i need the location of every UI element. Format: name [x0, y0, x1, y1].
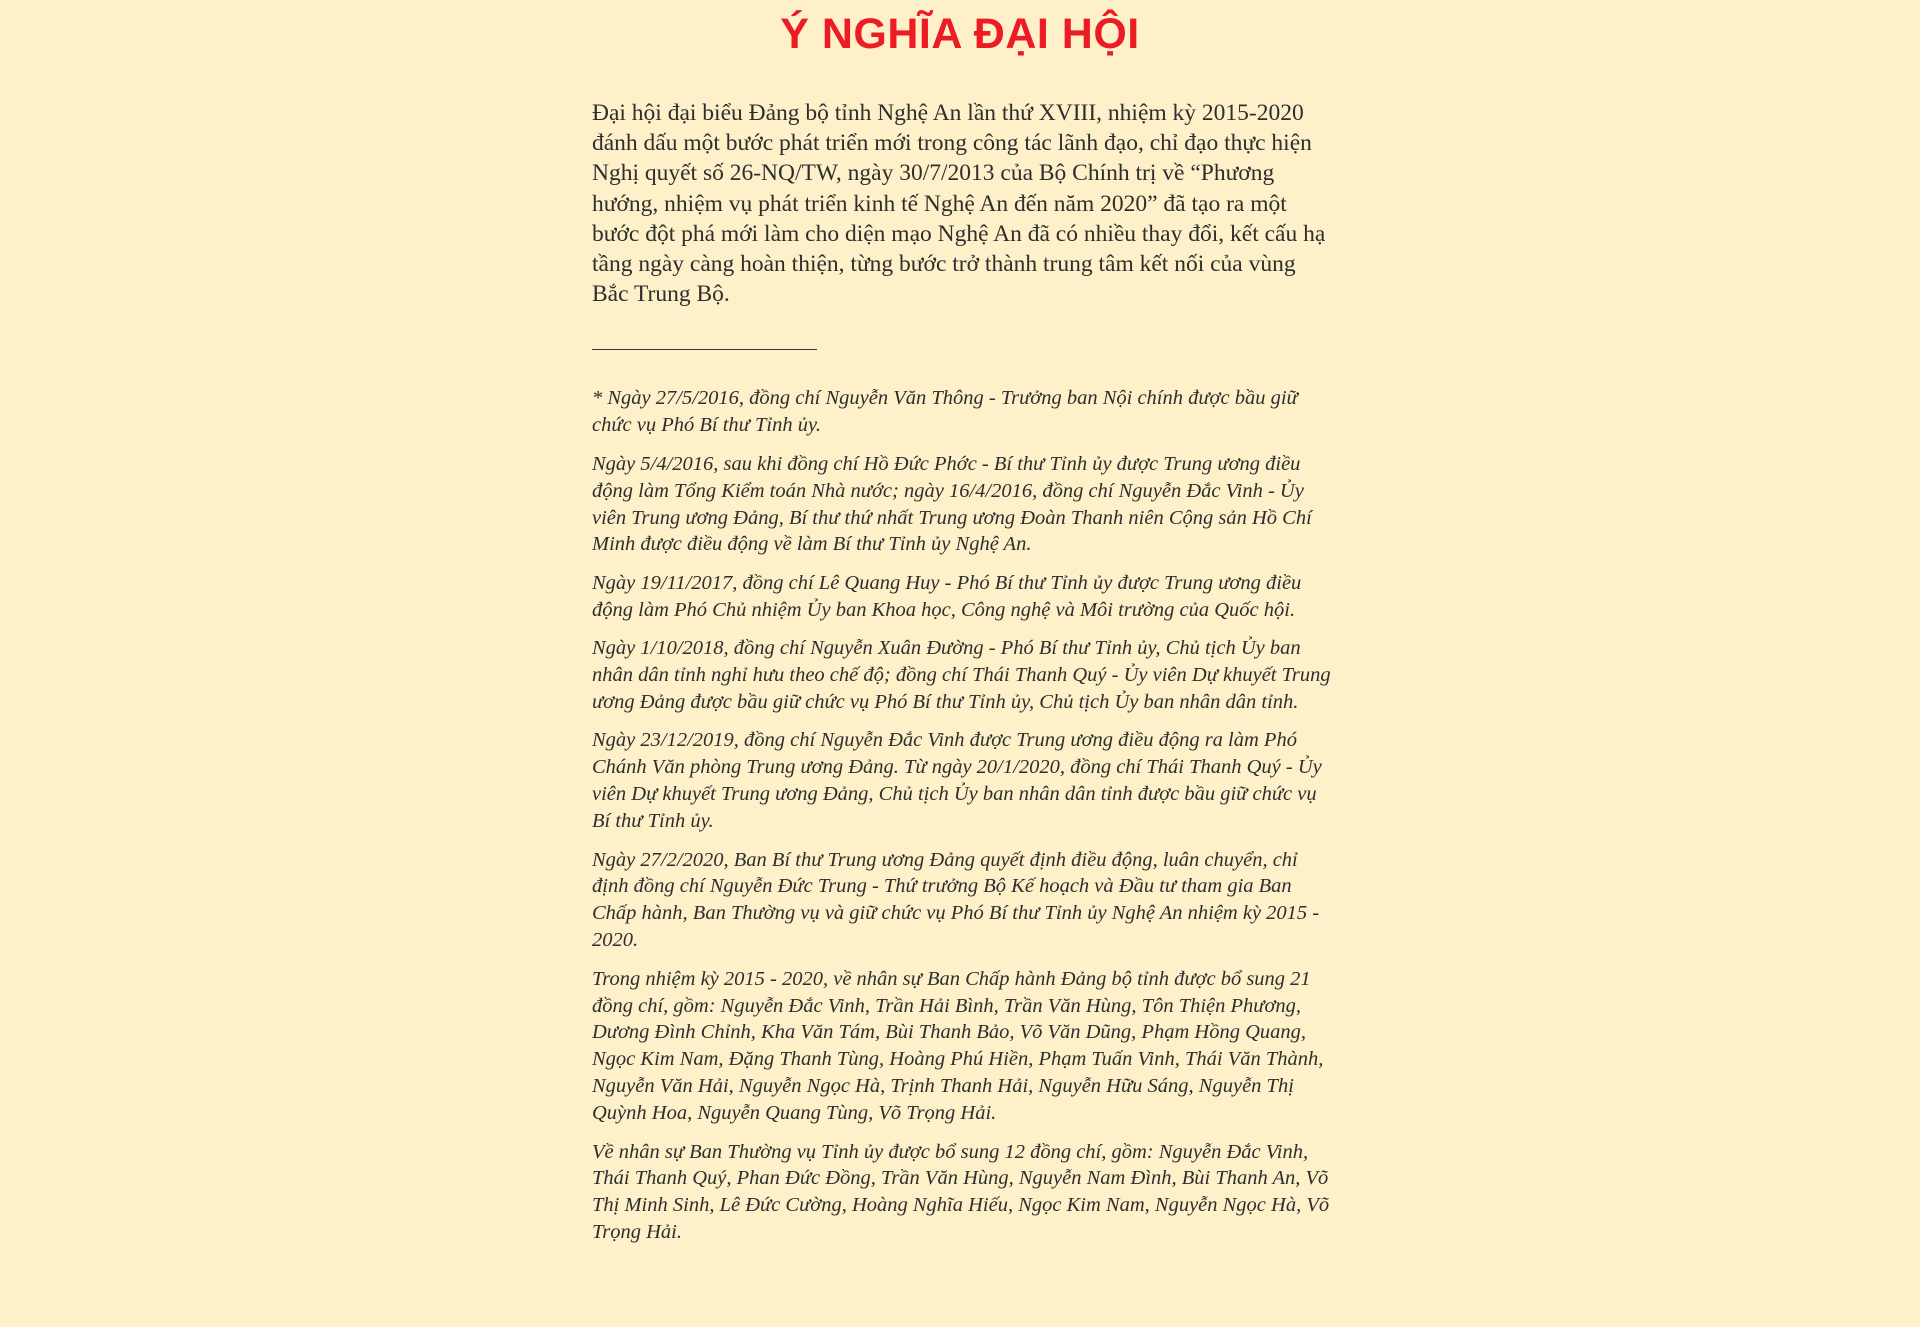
footnote-paragraph: Ngày 23/12/2019, đồng chí Nguyễn Đắc Vinh được Trung ương điều động ra làm Phó Chánh Văn phòng Trung ương Đảng. Từ ngày 20/1/2020, đồng chí Thái Thanh Quý - Ủy viên Dự khuyết Trung ương Đảng, Chủ tịch Ủy ban nhân dân tỉnh được bầu giữ chức vụ Bí thư Tỉnh ủy. [592, 729, 1322, 833]
footnotes [592, 385, 1337, 1246]
footnote-paragraph: Ngày 5/4/2016, sau khi đồng chí Hồ Đức Phớc - Bí thư Tỉnh ủy được Trung ương điều động làm Tổng Kiểm toán Nhà nước; ngày 16/4/2016, đồng chí Nguyễn Đắc Vinh - Ủy viên Trung ương Đảng, Bí thư thứ nhất Trung ương Đoàn Thanh niên Cộng sản Hồ Chí Minh được điều động về làm Bí thư Tỉnh ủy Nghệ An. [592, 452, 1312, 556]
footnote-paragraph: Ngày 27/2/2020, Ban Bí thư Trung ương Đảng quyết định điều động, luân chuyển, chỉ định đồng chí Nguyễn Đức Trung - Thứ trưởng Bộ Kế hoạch và Đầu tư tham gia Ban Chấp hành, Ban Thường vụ và giữ chức vụ Phó Bí thư Tỉnh ủy Nghệ An nhiệm kỳ 2015 - 2020. [592, 848, 1320, 952]
footnote-paragraph: Ngày 19/11/2017, đồng chí Lê Quang Huy - Phó Bí thư Tỉnh ủy được Trung ương điều động làm Phó Chủ nhiệm Ủy ban Khoa học, Công nghệ và Môi trường của Quốc hội. [592, 571, 1302, 621]
intro-paragraph: Đại hội đại biểu Đảng bộ tỉnh Nghệ An lần thứ XVIII, nhiệm kỳ 2015-2020 đánh dấu một bước phát triển mới trong công tác lãnh đạo, chỉ đạo thực hiện Nghị quyết số 26-NQ/TW, ngày 30/7/2013 của Bộ Chính trị về “Phương hướng, nhiệm vụ phát triển kinh tế Nghệ An đến năm 2020” đã tạo ra một bước đột phá mới làm cho diện mạo Nghệ An đã có nhiều thay đổi, kết cấu hạ tầng ngày càng hoàn thiện, từng bước trở thành trung tâm kết nối của vùng Bắc Trung Bộ. [592, 100, 1326, 308]
footnote-divider [592, 349, 817, 350]
article-body [592, 98, 1337, 1258]
footnote-paragraph: Trong nhiệm kỳ 2015 - 2020, về nhân sự Ban Chấp hành Đảng bộ tỉnh được bổ sung 21 đồng chí, gồm: Nguyễn Đắc Vinh, Trần Hải Bình, Trần Văn Hùng, Tôn Thiện Phương, Dương Đình Chỉnh, Kha Văn Tám, Bùi Thanh Bảo, Võ Văn Dũng, Phạm Hồng Quang, Ngọc Kim Nam, Đặng Thanh Tùng, Hoàng Phú Hiền, Phạm Tuấn Vinh, Thái Văn Thành, Nguyễn Văn Hải, Nguyễn Ngọc Hà, Trịnh Thanh Hải, Nguyễn Hữu Sáng, Nguyễn Thị Quỳnh Hoa, Nguyễn Quang Tùng, Võ Trọng Hải. [592, 967, 1324, 1125]
footnote-paragraph: Về nhân sự Ban Thường vụ Tỉnh ủy được bổ sung 12 đồng chí, gồm: Nguyễn Đắc Vinh, Thái Thanh Quý, Phan Đức Đồng, Trần Văn Hùng, Nguyễn Nam Đình, Bùi Thanh An, Võ Thị Minh Sinh, Lê Đức Cường, Hoàng Nghĩa Hiếu, Ngọc Kim Nam, Nguyễn Ngọc Hà, Võ Trọng Hải. [592, 1140, 1330, 1244]
footnote-paragraph: Ngày 1/10/2018, đồng chí Nguyễn Xuân Đường - Phó Bí thư Tỉnh ủy, Chủ tịch Ủy ban nhân dân tỉnh nghỉ hưu theo chế độ; đồng chí Thái Thanh Quý - Ủy viên Dự khuyết Trung ương Đảng được bầu giữ chức vụ Phó Bí thư Tỉnh ủy, Chủ tịch Ủy ban nhân dân tỉnh. [592, 637, 1331, 713]
footnote-paragraph: * Ngày 27/5/2016, đồng chí Nguyễn Văn Thông - Trưởng ban Nội chính được bầu giữ chức vụ Phó Bí thư Tỉnh ủy. [592, 387, 1298, 437]
page-title: Ý NGHĨA ĐẠI HỘI [780, 10, 1140, 58]
